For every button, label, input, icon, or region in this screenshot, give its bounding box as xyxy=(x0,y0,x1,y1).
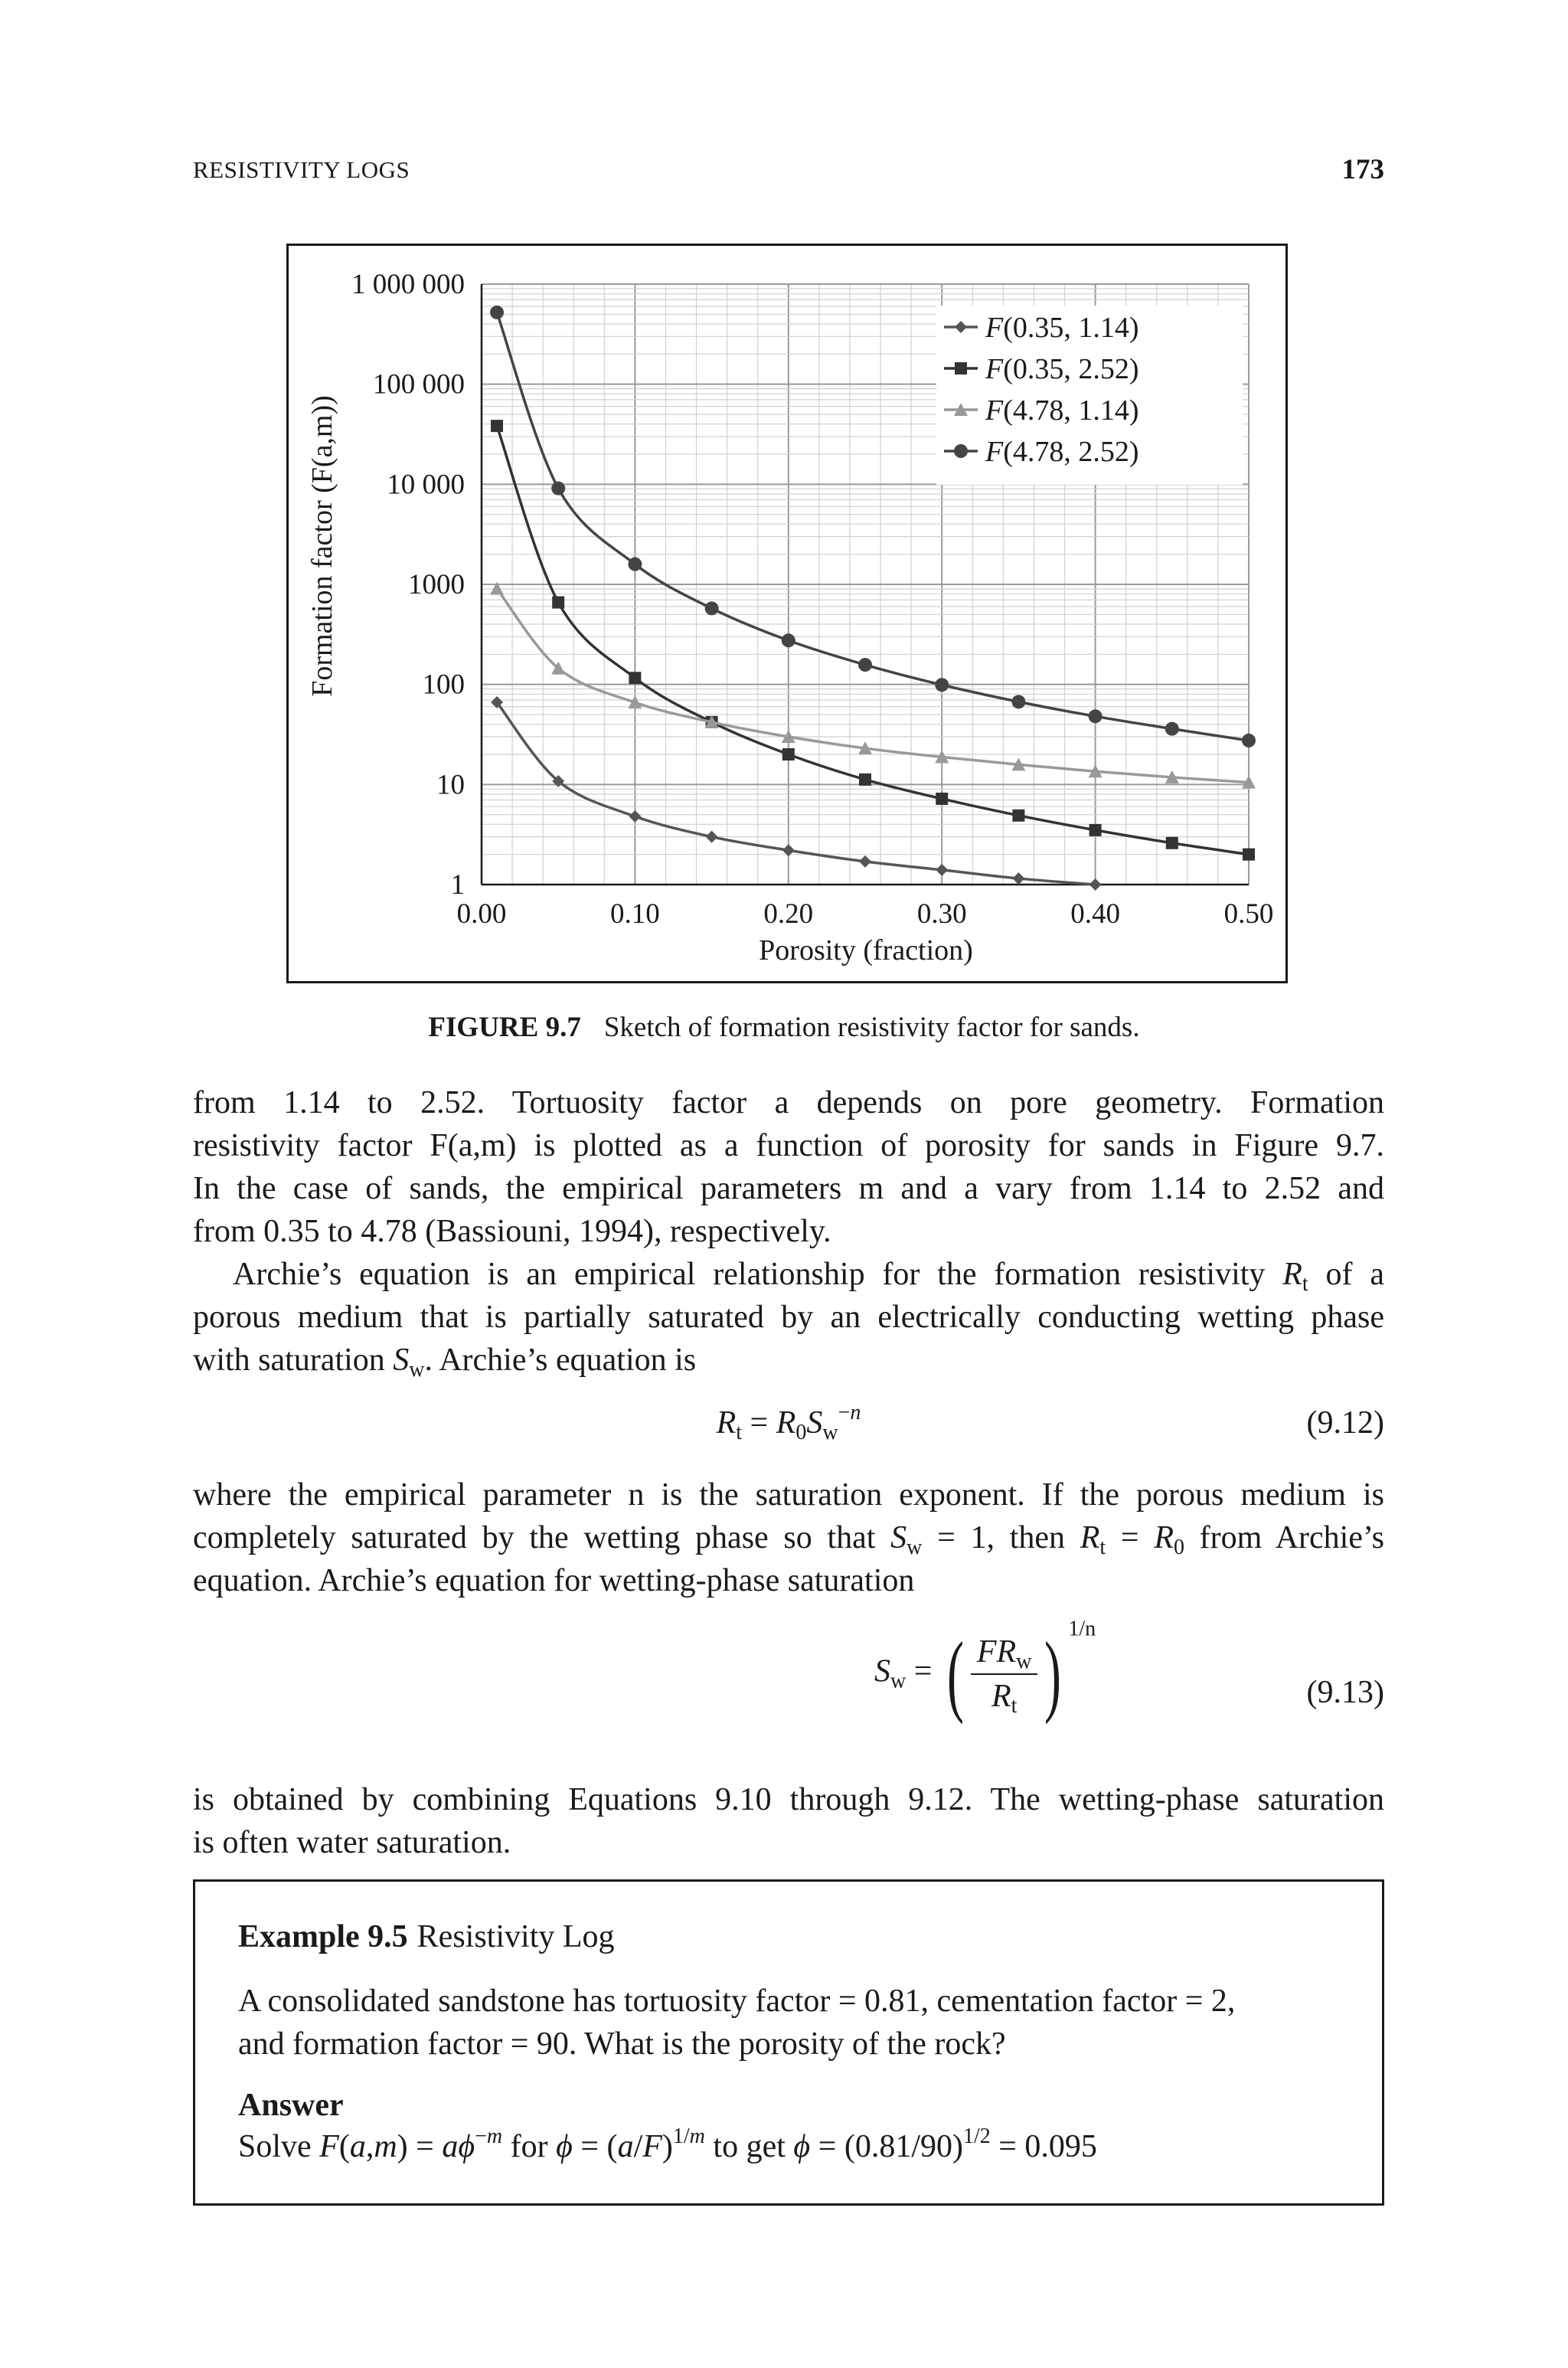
paragraph-line: equation. Archie’s equation for wetting-phase saturation xyxy=(193,1563,915,1598)
equation-9-12 xyxy=(193,1401,1384,1466)
paragraph-3 xyxy=(193,1473,1384,1602)
paragraph-line: with saturation $S_w$. Archie’s equation is xyxy=(193,1343,697,1382)
paragraph-line: resistivity factor F(a,m) is plotted as a function of porosity for sands in Figure 9.7. xyxy=(193,1128,1384,1163)
example-title-text: Resistivity Log xyxy=(416,1919,615,1954)
paragraph-line: from 1.14 to 2.52. Tortuosity factor a depends on pore geometry. Formation xyxy=(193,1085,1384,1120)
answer-label: Answer xyxy=(238,2088,344,2123)
page-number: 173 xyxy=(1341,154,1384,185)
data-point xyxy=(629,810,641,823)
y-axis-title: Formation factor (F(a,m)) xyxy=(306,395,338,697)
data-point xyxy=(1242,734,1256,747)
legend-label: F(0.35, 1.14) xyxy=(985,312,1139,344)
x-tick-label: 0.10 xyxy=(610,898,660,930)
example-label: Example 9.5 xyxy=(238,1919,408,1954)
data-point xyxy=(491,420,503,432)
answer-solution: Solve $F(a,m) = a\phi^{-m}$ for $\phi = (a/F)^{1/m}$ to get $\phi = (0.81/90)^{1/2} = 0.095$ xyxy=(238,2124,1097,2164)
x-axis-title: Porosity (fraction) xyxy=(759,934,973,966)
figure-caption xyxy=(0,1011,1568,1044)
x-tick-label: 0.40 xyxy=(1070,898,1120,930)
data-point xyxy=(705,601,719,615)
running-title: RESISTIVITY LOGS xyxy=(193,156,410,183)
question-line: and formation factor = 90. What is the porosity of the rock? xyxy=(238,2026,1006,2062)
question-line: A consolidated sandstone has tortuosity factor = 0.81, cementation factor = 2, xyxy=(238,1984,1236,2019)
text-run: with saturation xyxy=(193,1343,394,1378)
data-point xyxy=(706,831,718,843)
data-point xyxy=(782,748,795,760)
left-paren: ( xyxy=(946,1623,964,1725)
legend-label: F(4.78, 2.52) xyxy=(985,436,1139,468)
legend-label: F(0.35, 2.52) xyxy=(985,353,1139,385)
y-tick-label: 1000 xyxy=(408,569,465,600)
data-point xyxy=(782,633,795,647)
y-tick-label: 100 xyxy=(422,669,465,701)
equation-9-13 xyxy=(193,1617,1384,1766)
series-line xyxy=(497,702,1096,885)
data-point xyxy=(1089,878,1102,891)
paragraph-line: where the empirical parameter n is the saturation exponent. If the porous medium is xyxy=(193,1477,1384,1513)
y-tick-label: 1 xyxy=(450,869,465,901)
data-point xyxy=(1011,695,1025,708)
x-tick-label: 0.20 xyxy=(763,898,814,930)
x-tick-label: 0.00 xyxy=(456,898,507,930)
data-point xyxy=(859,774,871,786)
formation-factor-chart xyxy=(289,246,1285,981)
running-head xyxy=(193,156,1384,187)
data-point xyxy=(1012,810,1024,822)
paragraph-4 xyxy=(193,1778,1384,1864)
data-point xyxy=(551,482,565,496)
paragraph-line: completely saturated by the wetting phase so that $S_w = 1$, then $R_t = R_0$ from Archie’s xyxy=(193,1520,1385,1559)
legend-marker xyxy=(954,444,968,458)
text-run: completely saturated by the wetting phase so that xyxy=(193,1520,891,1555)
exponent: 1/n xyxy=(1068,1617,1096,1641)
data-point xyxy=(490,306,504,319)
y-tick-label: 1 000 000 xyxy=(351,269,465,300)
x-tick-label: 0.50 xyxy=(1223,898,1274,930)
data-point xyxy=(1165,722,1179,736)
equation-number: (9.13) xyxy=(1306,1675,1384,1710)
data-point xyxy=(1089,824,1102,836)
paragraph-2 xyxy=(193,1253,1384,1382)
example-question xyxy=(238,1980,1341,2065)
data-point xyxy=(628,558,642,571)
series-line xyxy=(497,589,1249,783)
text-run: . Archie’s equation is xyxy=(424,1343,697,1378)
y-tick-label: 10 000 xyxy=(387,469,465,501)
paragraph-line: porous medium that is partially saturated by an electrically conducting wetting phase xyxy=(193,1300,1384,1335)
legend xyxy=(936,306,1243,485)
data-point xyxy=(935,678,949,692)
y-tick-label: 10 xyxy=(436,769,465,801)
paragraph-1 xyxy=(193,1081,1384,1253)
data-point xyxy=(1166,837,1178,849)
equation-body: $S_w$ = ( $\frac{FR_w}{R_t}$ ) $^{1/n}$ xyxy=(874,1617,1096,1725)
data-point xyxy=(552,597,564,609)
paragraph-line: from 0.35 to 4.78 (Bassiouni, 1994), respectively. xyxy=(193,1214,831,1249)
legend-marker xyxy=(955,362,967,374)
x-tick-label: 0.30 xyxy=(916,898,967,930)
legend-label: F(4.78, 1.14) xyxy=(985,394,1139,427)
paragraph-line: is often water saturation. xyxy=(193,1825,511,1860)
figure-caption-text: Sketch of formation resistivity factor for sands. xyxy=(603,1012,1140,1043)
text-run: from Archie’s xyxy=(1184,1520,1385,1555)
paragraph-line: is obtained by combining Equations 9.10 through 9.12. The wetting-phase saturation xyxy=(193,1782,1384,1817)
paragraph-line: Archie’s equation is an empirical relationship for the formation resistivity $R_t$ of a xyxy=(233,1257,1384,1296)
text-run: = 1, then xyxy=(922,1520,1080,1555)
text-run: = 0.095 xyxy=(990,2129,1097,2164)
equation-body: $R_t = R_0S_w^{-n}$ xyxy=(716,1401,861,1444)
text-run: Archie’s equation is an empirical relationship for the formation resistivity xyxy=(233,1257,1283,1292)
right-paren: ) xyxy=(1044,1623,1062,1725)
example-9-5-box xyxy=(193,1879,1384,2206)
data-point xyxy=(858,658,872,672)
text-run: Solve xyxy=(238,2129,320,2164)
data-point xyxy=(1243,849,1255,861)
figure-9-7 xyxy=(286,244,1288,983)
text-run: of a xyxy=(1308,1257,1384,1292)
data-point xyxy=(1089,709,1102,723)
data-point xyxy=(936,793,948,805)
data-point xyxy=(936,864,948,876)
fraction: $\frac{FR_w}{R_t}$ xyxy=(971,1634,1038,1715)
example-title xyxy=(238,1918,615,1955)
data-point xyxy=(1012,872,1024,885)
text-run: to get xyxy=(704,2129,794,2164)
data-point xyxy=(859,855,871,868)
equation-number: (9.12) xyxy=(1306,1405,1384,1441)
series-line xyxy=(497,426,1249,855)
y-tick-label: 100 000 xyxy=(372,368,465,401)
paragraph-line: In the case of sands, the empirical parameters m and a vary from 1.14 to 2.52 and xyxy=(193,1171,1384,1206)
data-point xyxy=(629,672,641,684)
text-run: for xyxy=(502,2129,557,2164)
figure-label: FIGURE 9.7 xyxy=(428,1012,581,1043)
